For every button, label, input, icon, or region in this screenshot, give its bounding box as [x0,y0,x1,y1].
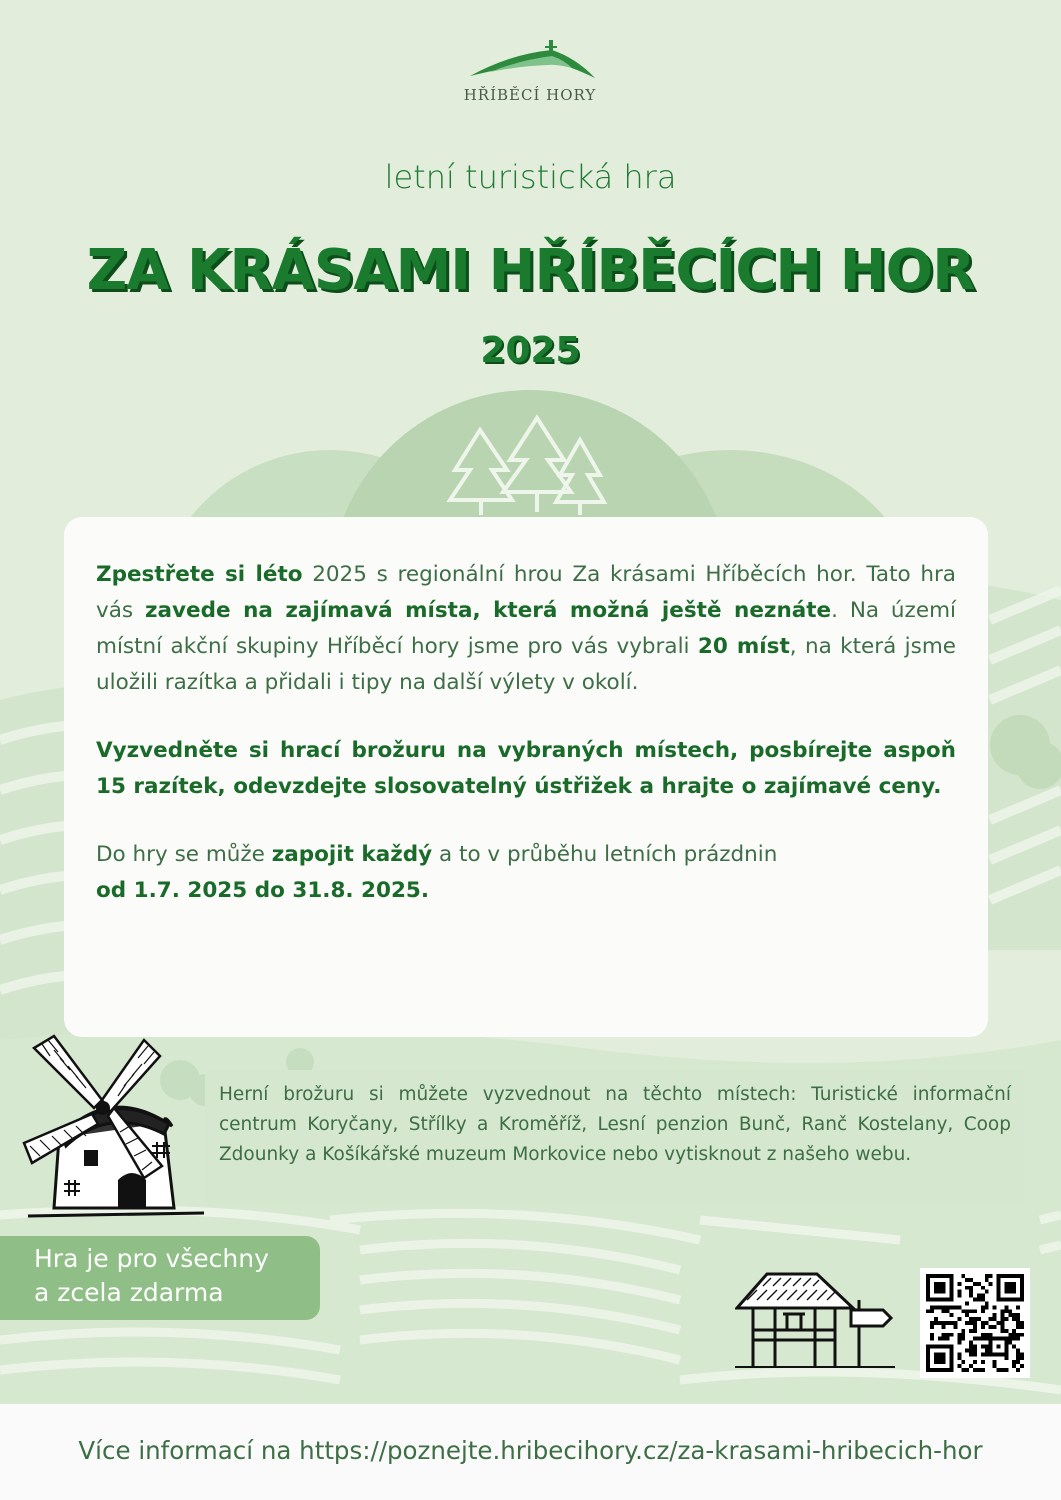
p1-segment: 20 míst [697,634,790,659]
qr-code-icon [926,1274,1024,1372]
windmill-icon [14,1028,214,1223]
instructions-paragraph: Vyzvedněte si hrací brožuru na vybraných místech, posbírejte aspoň 15 razítek, odevzdejte slosovatelný ústřižek a hrajte o zajímavé ceny. [96,738,956,799]
free-line-2: a zcela zdarma [34,1278,224,1307]
pickup-text: Herní brožuru si můžete vyzvednout na těchto místech: Turistické informační centrum Koryčany, Střílky a Kroměříž, Lesní penzion Bunč, Ranč Kostelany, Coop Zdounky a Košíkářské muzeum Morkovice nebo vytisknout z našeho webu. [219,1084,1011,1165]
pickup-locations [205,1070,1025,1206]
footer [0,1404,1061,1500]
p1-segment: Zpestřete si léto [96,562,303,587]
page-year: 2025 [480,330,581,371]
p1-segment: , na která jsme uložili razítka a přidali i tipy na další výlety v okolí. [96,634,956,695]
p1-segment: 2025 s regionální hrou Za krásami Hříběcích hor. Tato hra vás [96,562,956,623]
info-card [64,517,988,1037]
qr-code[interactable] [920,1268,1030,1378]
p3-segment: zapojit každý [271,842,433,867]
logo [430,38,630,104]
dates-paragraph [96,837,956,909]
signpost-icon [851,1300,891,1366]
p1-segment: . Na území místní akční skupiny Hříběcí hory jsme pro vás vybrali [96,598,956,659]
mountain-logo-icon [460,38,600,84]
p3-segment: od 1.7. 2025 do 31.8. 2025. [96,878,430,903]
footer-link[interactable]: Více informací na https://poznejte.hribecihory.cz/za-krasami-hribecich-hor [78,1436,983,1465]
free-badge [0,1236,320,1320]
p1-segment: zavede na zajímavá místa, která možná ještě neznáte [144,598,832,623]
logo-text: HŘÍBĚCÍ HORY [463,86,597,104]
free-line-1: Hra je pro všechny [34,1244,269,1273]
p3-segment: Do hry se může [96,842,272,867]
page-subtitle: letní turistická hra [384,158,677,196]
intro-paragraph [96,557,956,701]
p3-segment: a to v průběhu letních prázdnin [432,842,778,867]
page-title: ZA KRÁSAMI HŘÍBĚCÍCH HOR [86,238,975,303]
gazebo-icon [735,1270,895,1370]
